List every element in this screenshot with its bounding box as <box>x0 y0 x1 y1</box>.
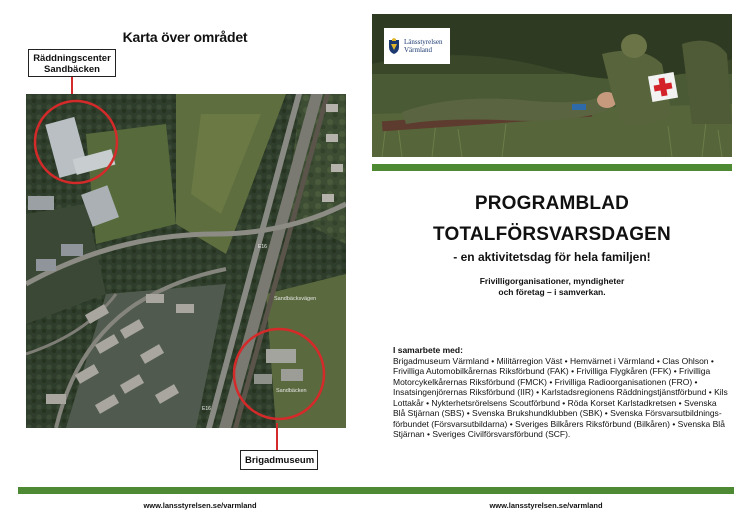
logo-region: Värmland <box>404 46 432 54</box>
title-tagline: - en aktivitetsdag för hela familjen! <box>453 250 651 264</box>
aerial-map <box>26 94 346 428</box>
lansstyrelsen-logo <box>384 28 450 64</box>
cooperation-list: Brigadmuseum Värmland • Militärregion Väst • Hemvärnet i Värmland • Clas Ohlson • Frivilliga Automobilkårernas Riksförbund (FAK) • Frivilliga Flygkåren (FFK) • Frivilliga Motorcykelkårernas Riksförbund (FMCK) • Frivilliga Radioorganisationen (FRO) • Insatsingenjörernas Riksförbund (IIR) • Karlstadsregionens Räddningstjänstförbund • Kils Lottakår • Nykterhetsrörelsens Scoutförbund • Röda Korset Karlstadkretsen • Svenska Blå Stjärnan (SBS) • Svenska Brukshundklubben (SBK) • Svenska Försvarsutbildningsförbundet (Försvarsutbildarna) • Sveriges Bilkårers Riksförbund (Bilkåren) • Svenska Blå Stjärnan • Sveriges Civilförsvarsförbund (SCF). <box>393 355 728 439</box>
label-leader-bottom <box>276 423 278 451</box>
subtitle-line1: Frivilligorganisationer, myndigheter <box>479 276 625 286</box>
footer-url-left[interactable]: www.lansstyrelsen.se/varmland <box>143 501 257 510</box>
crest-icon <box>388 38 400 54</box>
logo-name: Länsstyrelsen <box>404 38 443 46</box>
title-totalforsvarsdagen: TOTALFÖRSVARSDAGEN <box>433 224 671 245</box>
subtitle <box>372 276 732 297</box>
map-label-sandbacken: Sandbäcken <box>276 388 307 394</box>
cooperation-section <box>393 345 728 440</box>
map-label-e16-b: E16 <box>202 406 211 412</box>
cooperation-heading: I samarbete med: <box>393 345 463 355</box>
map-label-sandbacksvagen: Sandbäcksvägen <box>274 296 317 302</box>
map-label-e16-a: E16 <box>258 244 267 250</box>
map-title: Karta över området <box>122 29 248 45</box>
subtitle-line2: och företag – i samverkan. <box>498 286 606 297</box>
header-green-bar <box>372 164 732 171</box>
footer-green-bar <box>18 487 734 494</box>
label-raddningscenter: Räddningscenter Sandbäcken <box>28 49 116 77</box>
label-brigadmuseum: Brigadmuseum <box>240 450 318 470</box>
title-programblad: PROGRAMBLAD <box>474 193 630 214</box>
footer-url-right[interactable]: www.lansstyrelsen.se/varmland <box>489 501 603 510</box>
